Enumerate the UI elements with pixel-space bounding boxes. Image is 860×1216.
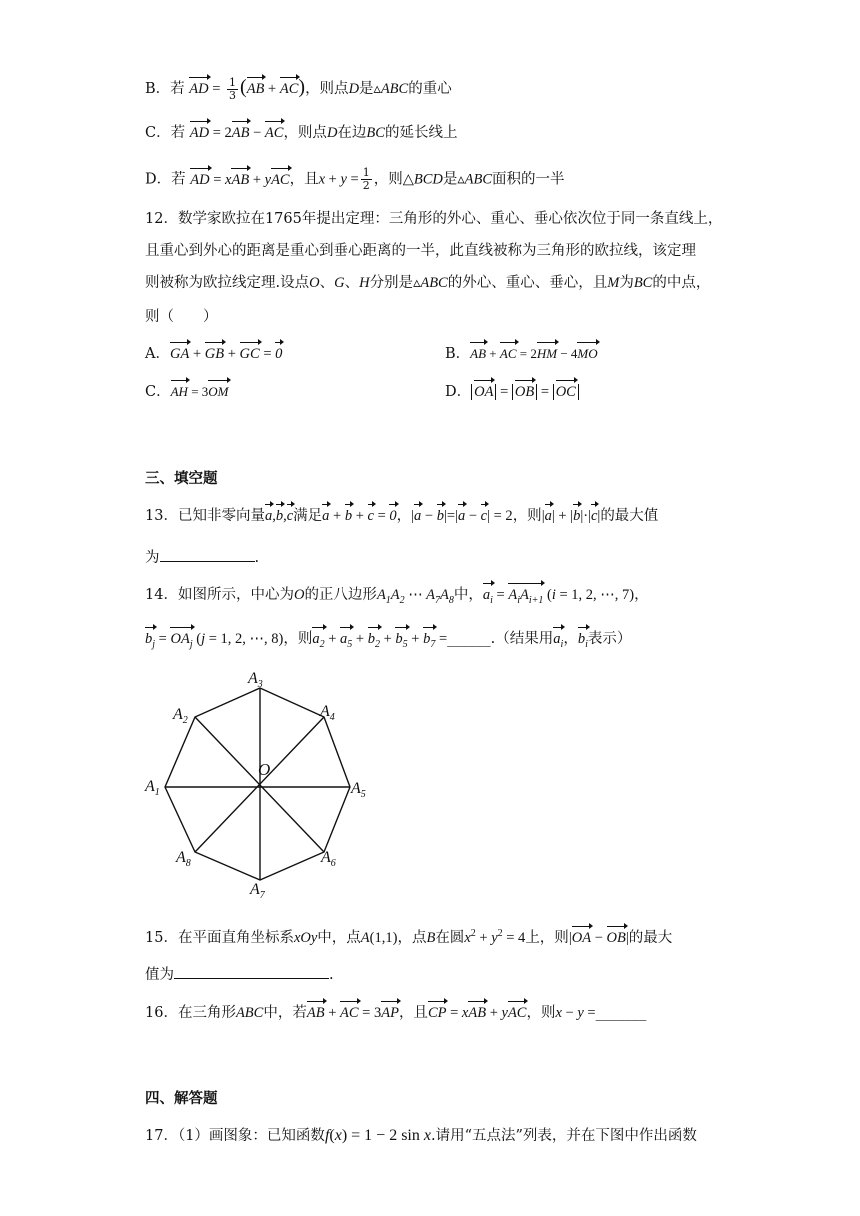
q12-line-4: 则（ ） [145,309,218,325]
label-a2: $A_2$ [173,706,188,726]
q13-answer-blank[interactable] [160,545,255,562]
label-a6: $A_6$ [321,849,336,869]
q12-option-c: C．AH = 3OM [145,381,229,403]
q12-line-3: 则被称为欧拉线定理.设点O、G、H分别是▵ABC的外心、重心、垂心，且M为BC的中点， [145,275,711,291]
q12-option-a: A．GA + GB + GC = 0 [145,343,282,365]
q12-line-2: 且重心到外心的距离是重心到垂心距离的一半，此直线被称为三角形的欧拉线，该定理 [145,243,696,259]
q16-answer-blank[interactable]: _______ [595,1005,647,1021]
label-a4: $A_4$ [320,703,335,723]
label-a1: $A_1$ [145,778,160,798]
section-solutions: 四、解答题 [145,1091,218,1107]
q15-line-1: 15．在平面直角坐标系xOy中，点A(1,1)，点B在圆$x^2 + y^2 = 4$上，则|OA − OB|的最大 [145,923,672,949]
label-a5: $A_5$ [351,780,366,800]
label-a7: $A_7$ [250,881,265,901]
q11-option-c: C．若 AD = 2AB − AC，则点D在边BC的延长线上 [145,122,457,144]
q12-option-b: B．AB + AC = 2HM − 4MO [445,343,598,365]
q15-line-2: 值为 . [145,962,334,986]
q11-option-b: B．若 AD = $\frac{1}{3}$ (AB + AC)，则点D是▵ABC的重心 [145,75,452,102]
q12-line-1: 12．数学家欧拉在1765年提出定理：三角形的外心、重心、垂心依次位于同一条直线上， [145,211,723,227]
q15-answer-blank[interactable] [174,962,329,979]
q13-line-2: 为 . [145,545,259,569]
q14-answer-blank[interactable]: ______ [447,631,491,647]
label-o: O [258,760,271,779]
q11-option-d: D．若 AD = xAB + yAC，且x + y = $\frac{1}{2}$ ，则△BCD是▵ABC面积的一半 [145,166,565,192]
label-a3: $A_3$ [248,670,263,690]
label-a8: $A_8$ [176,849,191,869]
q12-option-d: D． OA = OB = OC [445,381,579,403]
section-fill-in: 三、填空题 [145,471,218,487]
q14-line-1: 14．如图所示，中心为O的正八边形$A_1A_2$ ⋯ $A_7A_8$中，$a_i = A_iA_{i+1}$ (i = 1, 2, ⋯, 7)， [145,584,649,612]
octagon-figure [140,668,390,903]
q13-line-1: 13．已知非零向量a,b,c满足a + b + c = 0，|a − b|=|a − c| = 2，则|a| + |b|·|c|的最大值 [145,505,658,527]
q17-line: 17．（1）画图象：已知函数f(x) = 1 − 2 sin x.请用“五点法”列表，并在下图中作出函数 [145,1127,697,1144]
q14-line-2: $b_j = OA_j$ (j = 1, 2, ⋯, 8)，则$a_2 + a_5 + b_2 + b_5 + b_7$ =______.（结果用$a_i$，$b_i$表示） [145,628,631,656]
q16-line: 16．在三角形ABC中，若AB + AC = 3AP，且CP = xAB + yAC，则x − y =_______ [145,1002,646,1024]
